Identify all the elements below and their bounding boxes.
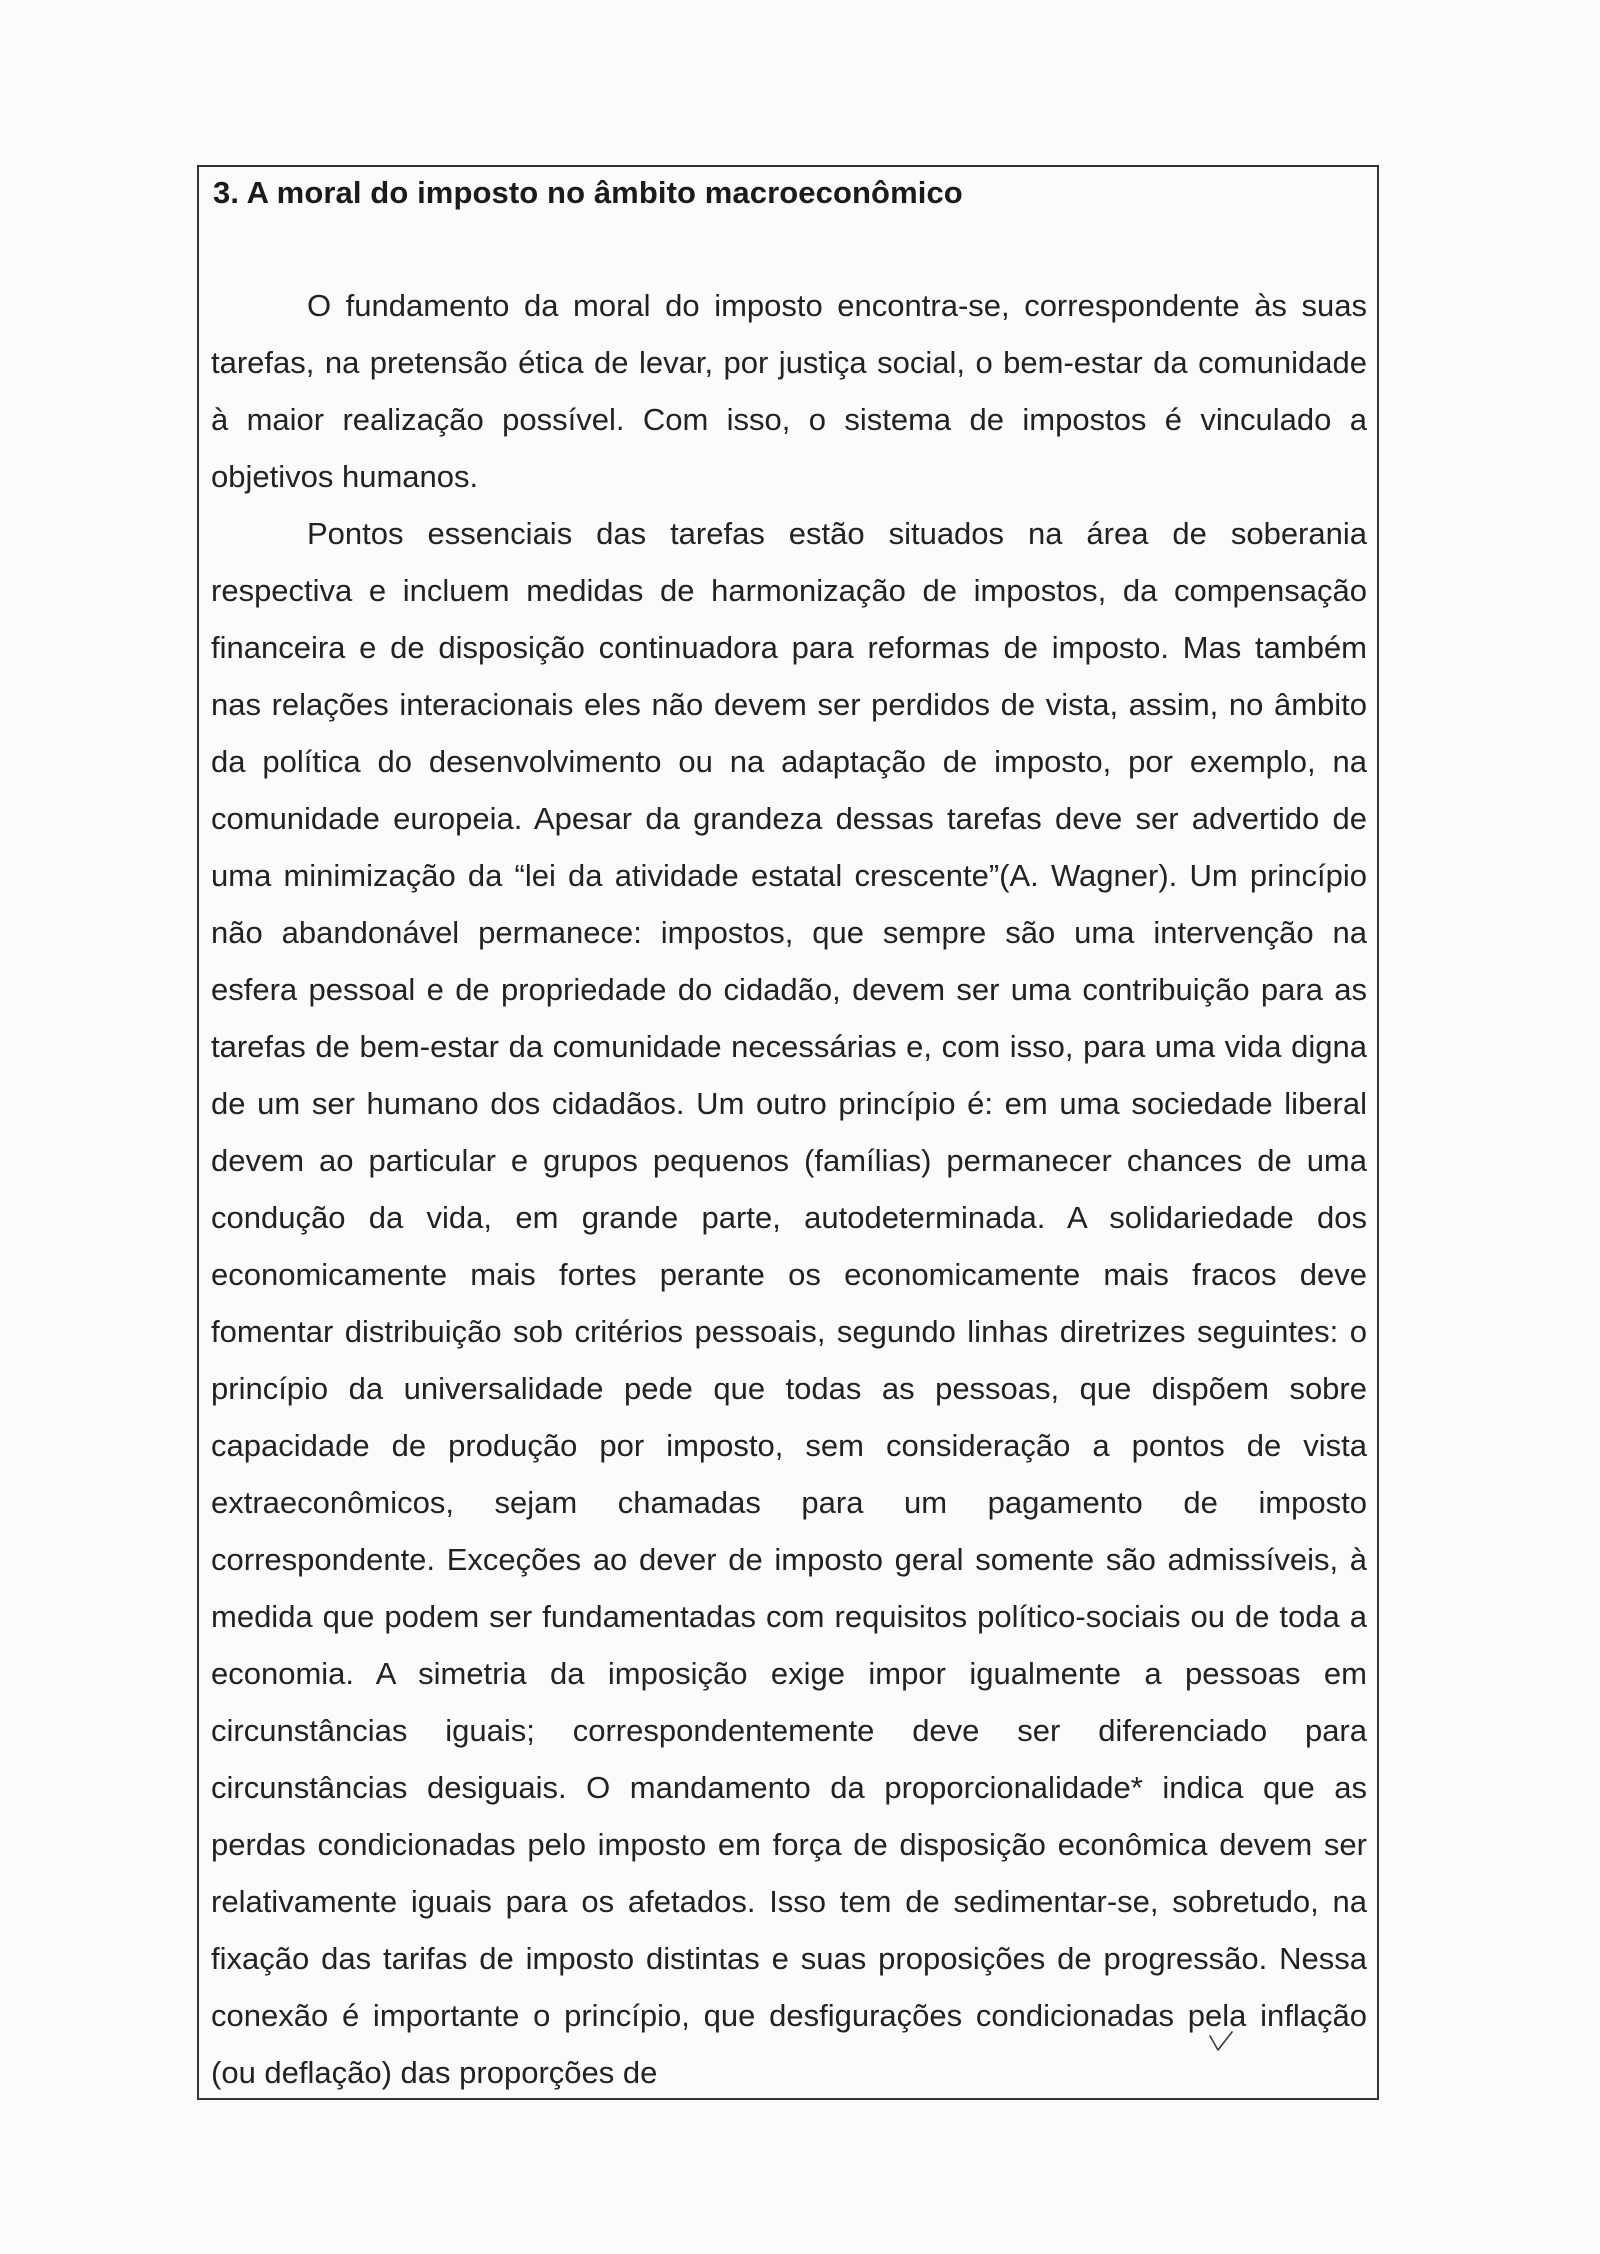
check-mark-icon xyxy=(1208,2030,1234,2052)
section-heading: 3. A moral do imposto no âmbito macroeconômico xyxy=(213,175,963,210)
paragraph-2: Pontos essenciais das tarefas estão situados na área de soberania respectiva e incluem medidas de harmonização de impostos, da compensação financeira e de disposição continuadora para reformas de imposto. Mas também nas relações interacionais eles não devem ser perdidos de vista, assim, no âmbito da política do desenvolvimento ou na adaptação de imposto, por exemplo, na comunidade europeia. Apesar da grandeza dessas tarefas deve ser advertido de uma minimização da “lei da atividade estatal crescente”(A. Wagner). Um princípio não abandonável permanece: impostos, que sempre são uma intervenção na esfera pessoal e de propriedade do cidadão, devem ser uma contribuição para as tarefas de bem-estar da comunidade necessárias e, com isso, para uma vida digna de um ser humano dos cidadãos. Um outro princípio é: em uma sociedade liberal devem ao particular e grupos pequenos (famílias) permanecer chances de uma condução da vida, em grande parte, autodeterminada. A solidariedade dos economicamente mais fortes perante os economicamente mais fracos deve fomentar distribuição sob critérios pessoais, segundo linhas diretrizes seguintes: o princípio da universalidade pede que todas as pessoas, que dispõem sobre capacidade de produção por imposto, sem consideração a pontos de vista extraeconômicos, sejam chamadas para um pagamento de imposto correspondente. Exceções ao dever de imposto geral somente são admissíveis, à medida que podem ser fundamentadas com requisitos político-sociais ou de toda a economia. A simetria da imposição exige impor igualmente a pessoas em circunstâncias iguais; correspondentemente deve ser diferenciado para circunstâncias desiguais. O mandamento da proporcionalidade* indica que as perdas condicionadas pelo imposto em força de disposição econômica devem ser relativamente iguais para os afetados. Isso tem de sedimentar-se, sobretudo, na fixação das tarifas de imposto distintas e suas proposições de progressão. Nessa conexão é importante o princípio, que desfigurações condicionadas pela inflação (ou deflação) das proporções de xyxy=(211,516,1367,2090)
section-body xyxy=(211,277,1367,2100)
text-frame xyxy=(197,165,1379,2100)
paragraph-1: O fundamento da moral do imposto encontra-se, correspondente às suas tarefas, na pretensão ética de levar, por justiça social, o bem-estar da comunidade à maior realização possível. Com isso, o sistema de impostos é vinculado a objetivos humanos. xyxy=(211,288,1367,494)
